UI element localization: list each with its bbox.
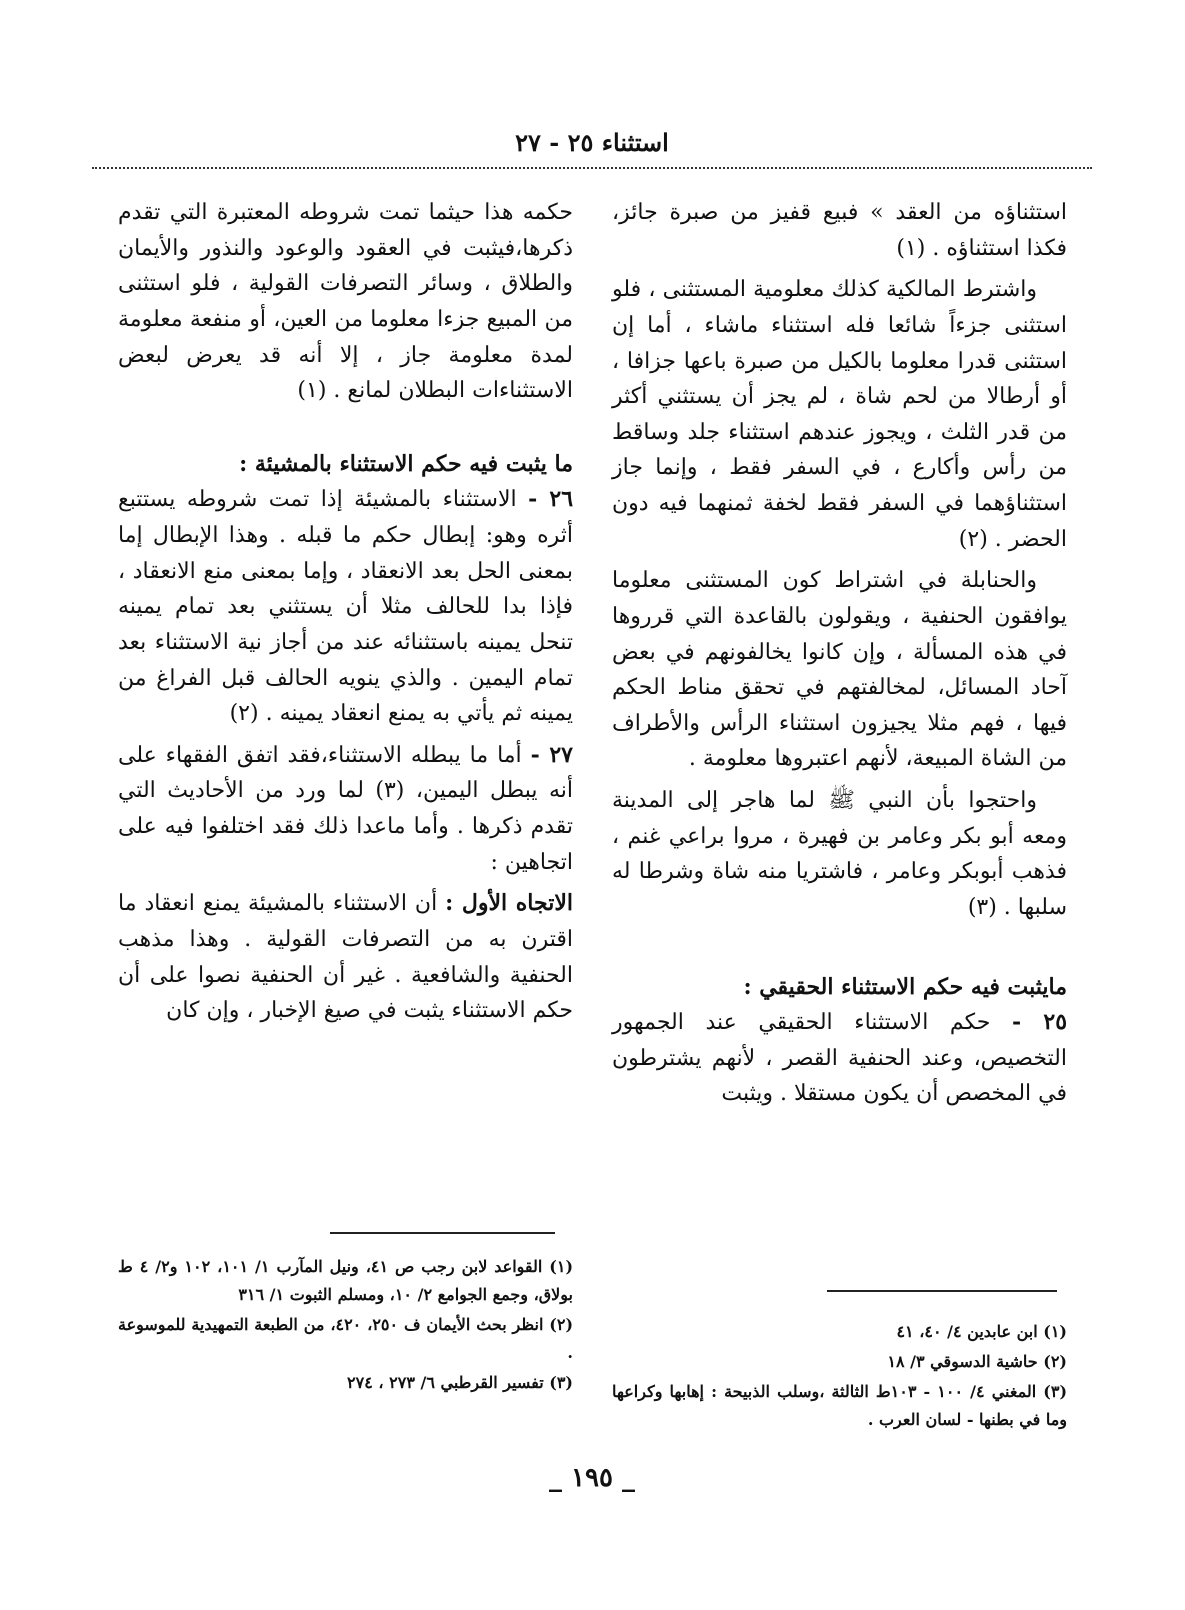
- footnote-right-3: (٣) المغني ٤/ ١٠٠ - ١٠٣ط الثالثة ،وسلب الذبيحة : إهابها وكراعها وما في بطنها - لسان العرب .: [612, 1382, 1068, 1429]
- footnote-divider-left: [330, 1232, 555, 1234]
- item-25-text: حكم الاستثناء الحقيقي عند الجمهور التخصيص، وعند الحنفية القصر ، لأنهم يشترطون في المخصص أن يكون مستقلا . ويثبت: [612, 1010, 1067, 1107]
- left-column: [118, 195, 573, 1035]
- footnote-right-1: (١) ابن عابدين ٤/ ٤٠، ٤١: [896, 1322, 1067, 1341]
- item-27-text: أما ما يبطله الاستثناء،فقد اتفق الفقهاء على أنه يبطل اليمين، (٣) لما ورد من الأحاديث التي تقدم ذكرها . وأما ماعدا ذلك فقد اختلفوا فيه على اتجاهين :: [118, 742, 573, 875]
- item-25-number: ٢٥ -: [1011, 1009, 1068, 1036]
- page-header: استثناء ٢٥ - ٢٧: [515, 128, 669, 157]
- footnote-left-1: (١) القواعد لابن رجب ص ٤١، ونيل المآرب ١/ ١٠١، ١٠٢ و٢/ ٤ ط بولاق، وجمع الجوامع ٢/ ١٠، ومسلم الثبوت ١/ ٣١٦: [118, 1257, 574, 1304]
- right-column: [612, 195, 1067, 1118]
- section-heading-25: مايثبت فيه حكم الاستثناء الحقيقي :: [743, 973, 1067, 1000]
- footnote-right-2: (٢) حاشية الدسوقي ٣/ ١٨: [887, 1352, 1067, 1371]
- right-paragraph-4: واحتجوا بأن النبي ﷺ لما هاجر إلى المدينة ومعه أبو بكر وعامر بن فهيرة ، مروا براعي غنم ، فذهب أبوبكر وعامر ، فاشتريا منه شاة وشرطا له سلبها . (٣): [612, 788, 1067, 920]
- left-paragraph-1: حكمه هذا حيثما تمت شروطه المعتبرة التي تقدم ذكرها،فيثبت في العقود والوعود والنذور والأيمان والطلاق ، وسائر التصرفات القولية ، فلو استثنى من المبيع جزءا معلوما من العين، أو منفعة معلومة لمدة معلومة جاز ، إلا أنه قد يعرض لبعض الاستثناءات البطلان لمانع . (١): [118, 200, 573, 404]
- first-trend-text: أن الاستثناء بالمشيئة يمنع انعقاد ما اقترن به من التصرفات القولية . وهذا مذهب الحنفية والشافعية . غير أن الحنفية نصوا على أن حكم الاستثناء يثبت في صيغ الإخبار ، وإن كان: [118, 891, 573, 1024]
- first-trend-label: الاتجاه الأول :: [445, 890, 573, 917]
- item-26: [118, 482, 573, 731]
- item-27: [118, 738, 573, 881]
- right-paragraph-3: والحنابلة في اشتراط كون المستثنى معلوما يوافقون الحنفية ، ويقولون بالقاعدة التي قرروها في هذه المسألة ، وإن كانوا يخالفونهم في بعض آحاد المسائل، لمخالفتهم في تحقق مناط الحكم فيها ، فهم مثلا يجيزون استثناء الرأس والأطراف من الشاة المبيعة، لأنهم اعتبروها معلومة .: [612, 568, 1067, 772]
- item-25: [612, 1005, 1067, 1112]
- item-26-number: ٢٦ -: [528, 486, 574, 513]
- spacer: [612, 932, 1067, 970]
- footnotes-left: [118, 1253, 573, 1399]
- footnotes-right: [612, 1318, 1067, 1436]
- item-27-number: ٢٧ -: [530, 741, 573, 768]
- spacer: [118, 415, 573, 447]
- page-number: _ ١٩٥ _: [548, 1463, 636, 1493]
- first-trend: [118, 886, 573, 1029]
- header-divider: [92, 167, 1092, 169]
- right-paragraph-1: استثناؤه من العقد » فبيع قفيز من صبرة جائز، فكذا استثناؤه . (١): [612, 200, 1067, 261]
- section-heading-26: ما يثبت فيه حكم الاستثناء بالمشيئة :: [239, 450, 573, 477]
- footnote-divider-right: [827, 1290, 1057, 1292]
- right-paragraph-2: واشترط المالكية كذلك معلومية المستثنى ، فلو استثنى جزءاً شائعا فله استثناء ماشاء ، أما إن استثنى قدرا معلوما بالكيل من صبرة باعها جزافا ، أو أرطالا من لحم شاة ، لم يجز أن يستثني أكثر من قدر الثلث ، ويجوز عندهم استثناء جلد وساقط من رأس وأكارع ، في السفر فقط ، وإنما جاز استثناؤهما في السفر فقط لخفة ثمنهما فيه دون الحضر . (٢): [612, 277, 1067, 552]
- footnote-left-3: (٣) تفسير القرطبي ٦/ ٢٧٣ ، ٢٧٤: [347, 1373, 573, 1392]
- footnote-left-2: (٢) انظر بحث الأيمان ف ٢٥٠، ٤٢٠، من الطبعة التمهيدية للموسوعة .: [118, 1315, 574, 1362]
- item-26-text: الاستثناء بالمشيئة إذا تمت شروطه يستتبع أثره وهو: إبطال حكم ما قبله . وهذا الإبطال إما بمعنى الحل بعد الانعقاد ، وإما بمعنى منع الانعقاد ، فإذا بدا للحالف مثلا أن يستثني بعد تمام يمينه تنحل يمينه باستثنائه عند من أجاز نية الاستثناء بعد تمام اليمين . والذي ينويه الحالف قبل الفراغ من يمينه ثم يأتي به يمنع انعقاد يمينه . (٢): [118, 487, 573, 727]
